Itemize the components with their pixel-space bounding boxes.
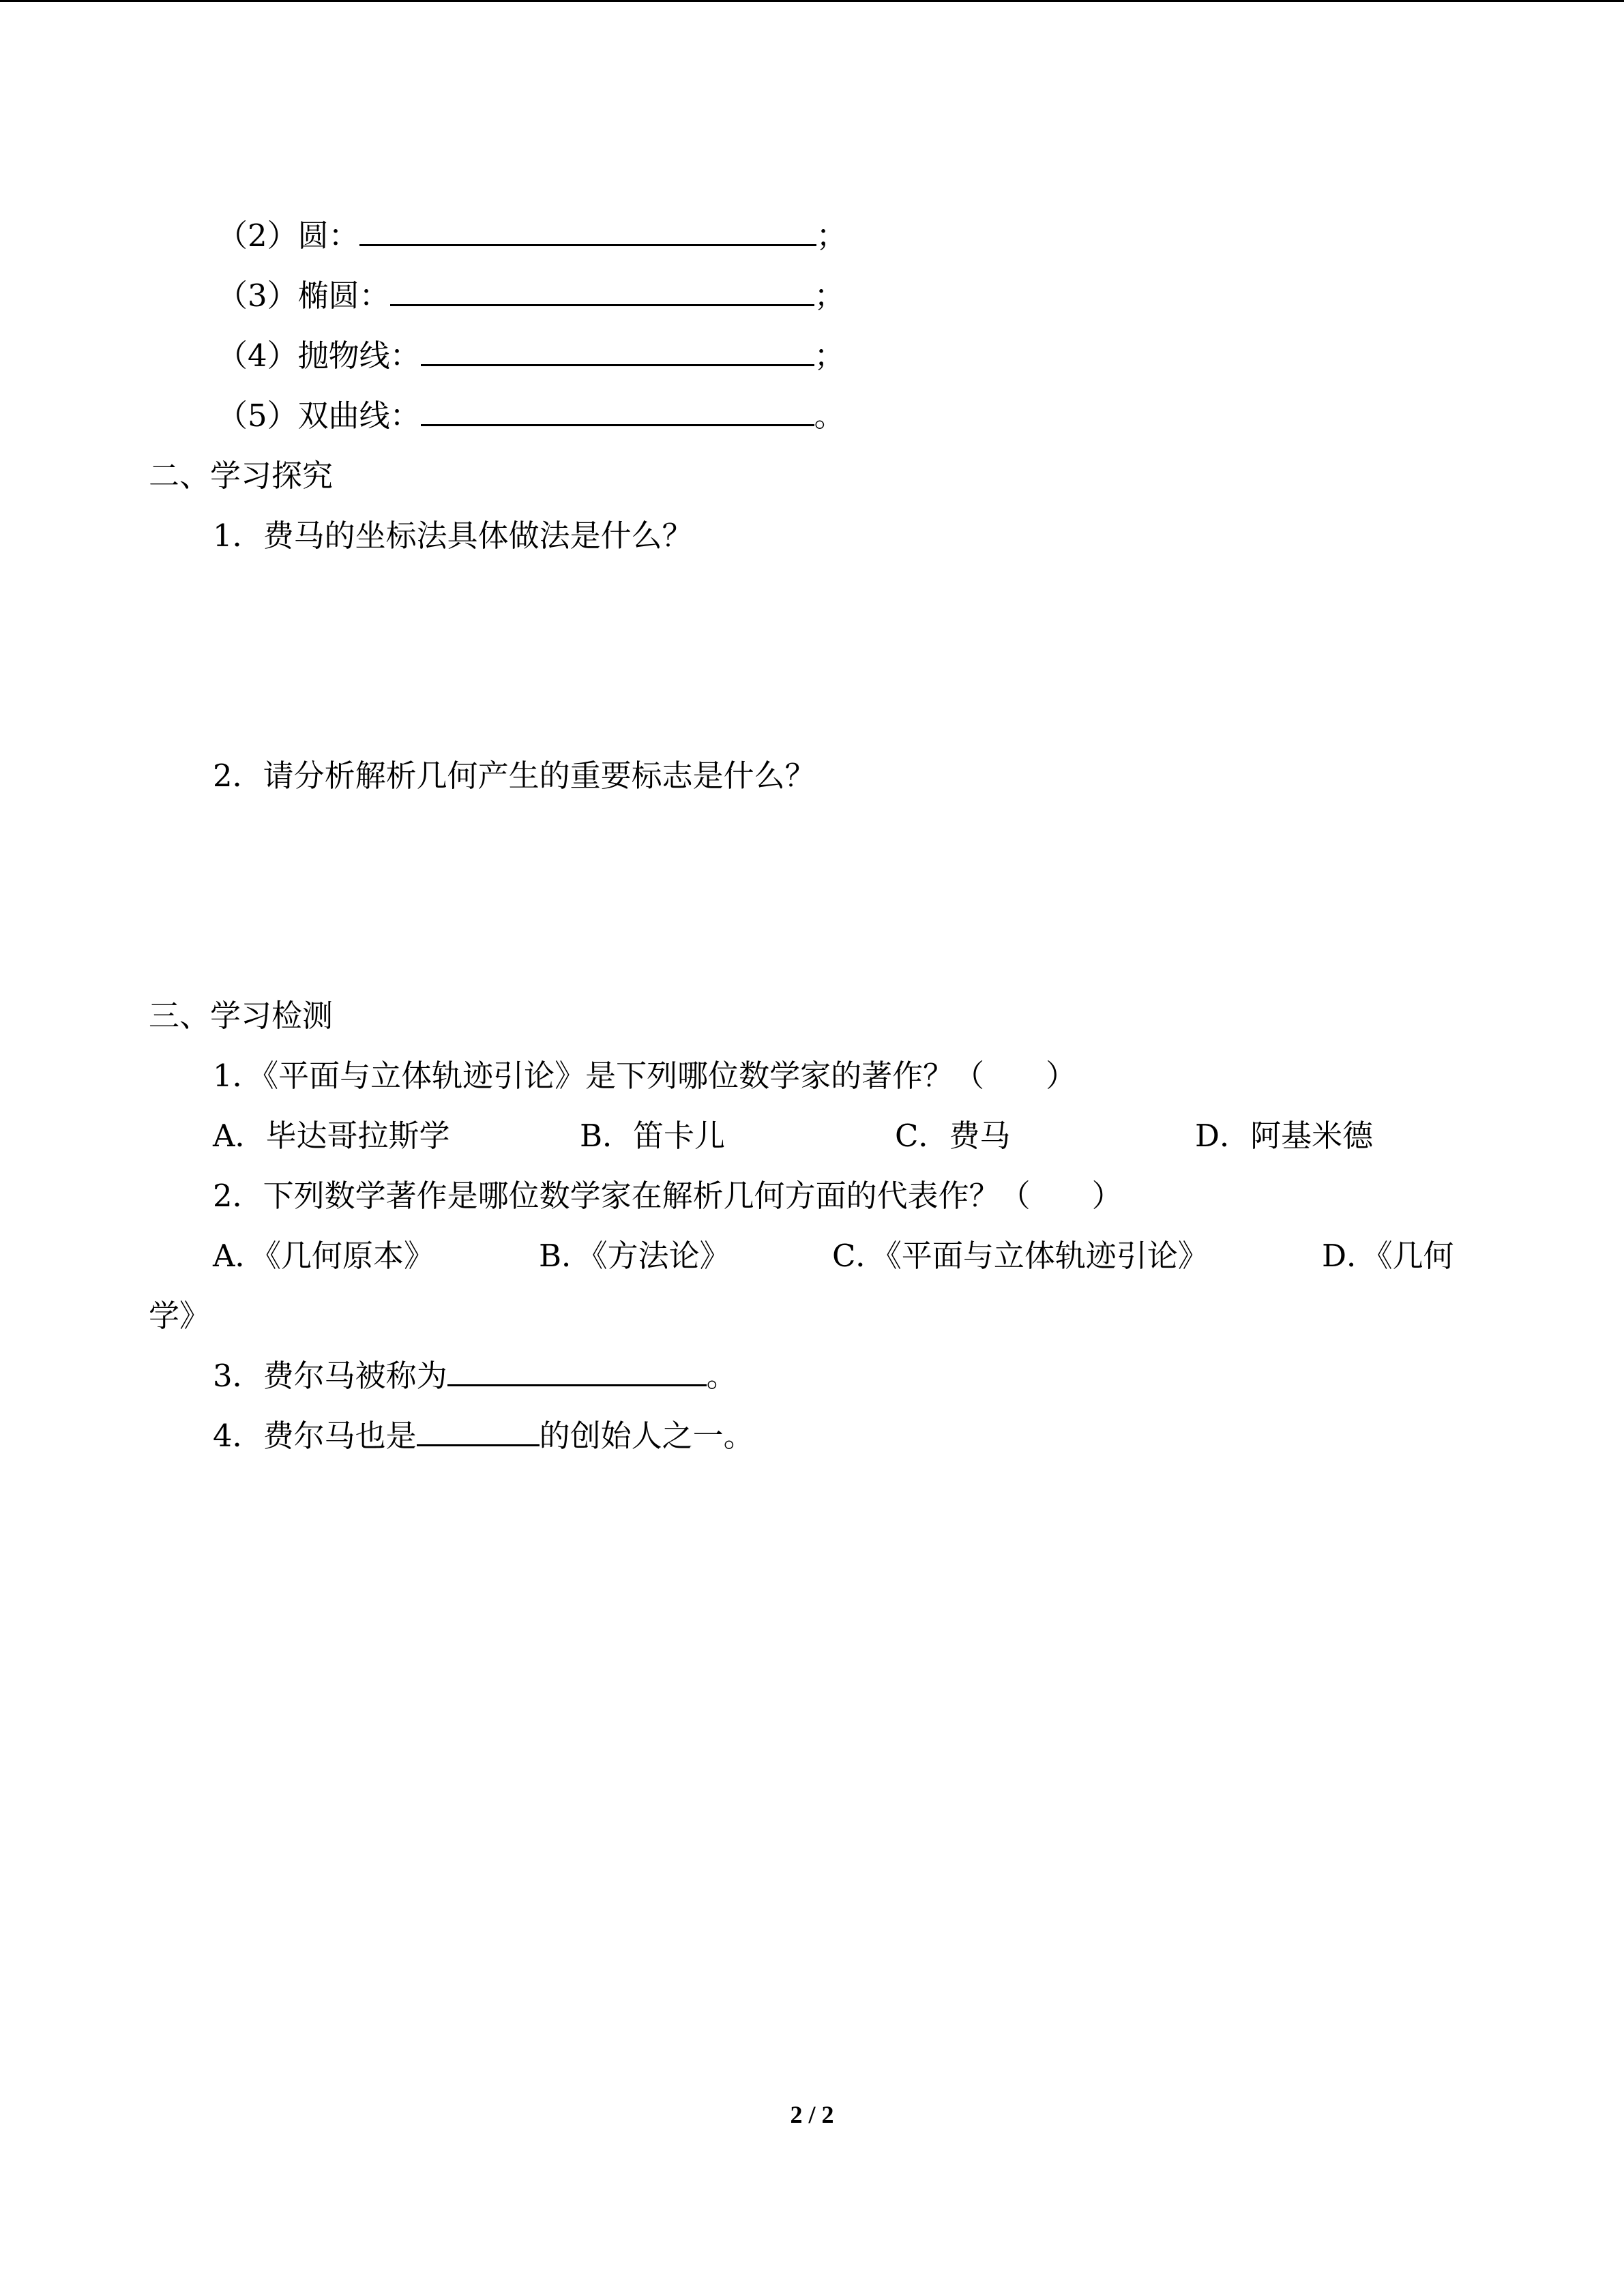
fill-item-end: 。 bbox=[814, 398, 845, 434]
answer-blank[interactable] bbox=[417, 1417, 540, 1446]
question-text: 2．下列数学著作是哪位数学家在解析几何方面的代表作？（ ） bbox=[213, 1178, 1123, 1214]
option-a[interactable]: A．毕达哥拉斯学 bbox=[213, 1118, 450, 1154]
answer-blank[interactable] bbox=[421, 337, 814, 366]
option-b[interactable]: B．《方法论》 bbox=[539, 1238, 730, 1274]
fill-item-circle bbox=[217, 215, 847, 256]
answer-blank[interactable] bbox=[421, 397, 814, 426]
option-c[interactable]: C．《平面与立体轨迹引论》 bbox=[832, 1238, 1209, 1274]
option-b[interactable]: B．笛卡儿 bbox=[580, 1118, 726, 1154]
question-text: 2．请分析解析几何产生的重要标志是什么？ bbox=[213, 758, 816, 794]
fill-item-end: ； bbox=[814, 278, 845, 314]
question-4 bbox=[213, 1416, 754, 1457]
option-d-continuation: 学》 bbox=[149, 1298, 211, 1334]
question-text: 3．费尔马被称为 bbox=[213, 1358, 447, 1394]
answer-blank[interactable] bbox=[447, 1357, 707, 1386]
option-c[interactable]: C．费马 bbox=[895, 1118, 1011, 1154]
page-number: 2 / 2 bbox=[790, 2101, 834, 2128]
fill-item-parabola bbox=[217, 336, 845, 376]
answer-blank[interactable] bbox=[359, 217, 816, 246]
option-a[interactable]: A．《几何原本》 bbox=[213, 1238, 434, 1274]
question-3 bbox=[213, 1356, 737, 1397]
question-end: 。 bbox=[706, 1358, 737, 1394]
fill-item-label: （4）抛物线： bbox=[217, 338, 421, 374]
question-text: 1．《平面与立体轨迹引论》是下列哪位数学家的著作？（ ） bbox=[213, 1058, 1077, 1094]
section-heading-test: 三、学习检测 bbox=[149, 998, 334, 1034]
question-text: 1．费马的坐标法具体做法是什么？ bbox=[213, 518, 693, 554]
fill-item-label: （5）双曲线： bbox=[217, 398, 421, 434]
fill-item-end: ； bbox=[816, 218, 847, 254]
option-d[interactable]: D．阿基米德 bbox=[1195, 1118, 1374, 1154]
question-end: 的创始人之一。 bbox=[539, 1418, 754, 1454]
fill-item-ellipse bbox=[217, 275, 845, 316]
fill-item-hyperbola bbox=[217, 396, 845, 436]
fill-item-end: ； bbox=[814, 338, 845, 374]
page-top-border bbox=[0, 0, 1624, 2]
answer-blank[interactable] bbox=[390, 277, 814, 306]
section-heading-explore: 二、学习探究 bbox=[149, 458, 334, 494]
question-text: 4．费尔马也是 bbox=[213, 1418, 417, 1454]
option-d[interactable]: D．《几何 bbox=[1322, 1238, 1454, 1274]
fill-item-label: （2）圆： bbox=[217, 218, 359, 254]
fill-item-label: （3）椭圆： bbox=[217, 278, 390, 314]
